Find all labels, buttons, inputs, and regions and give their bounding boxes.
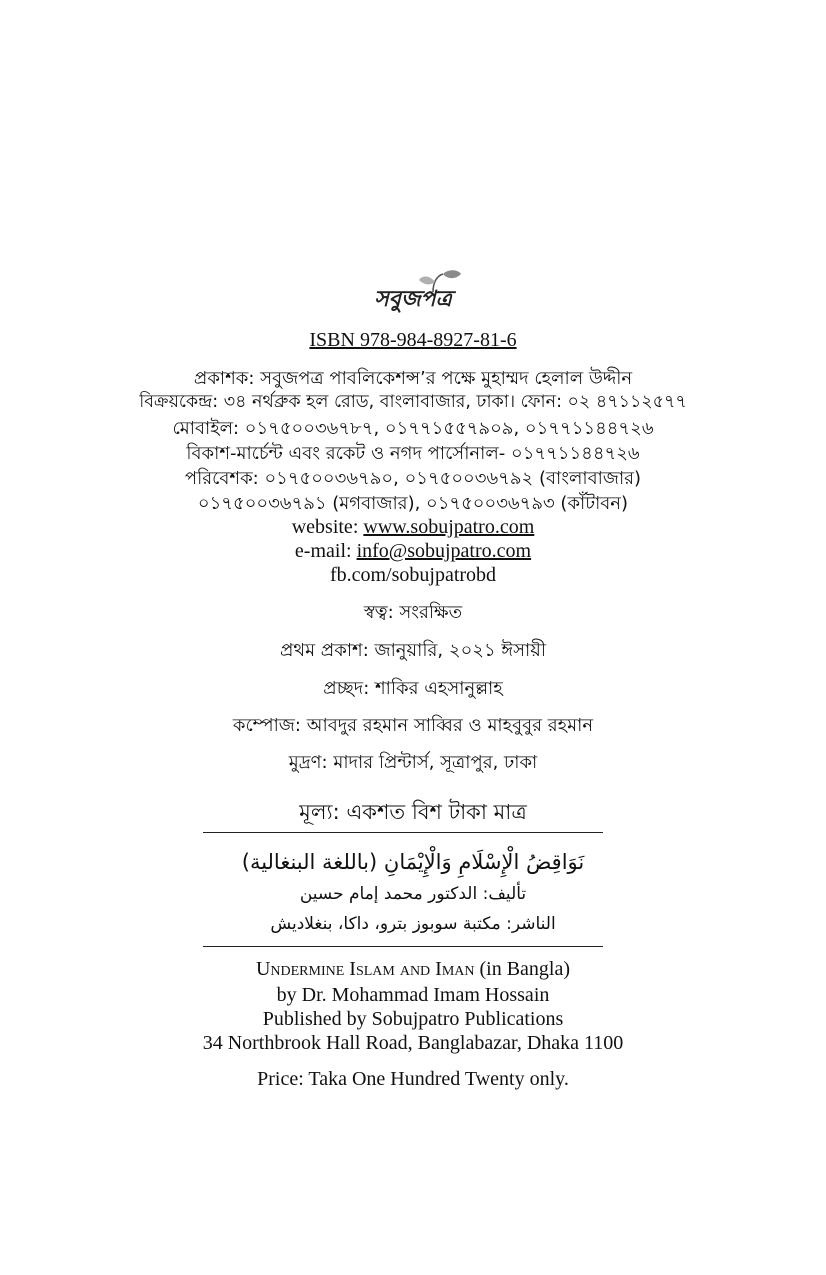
mobile-line: মোবাইল: ০১৭৫০০৩৬৭৮৭, ০১৭৭১৫৫৭৯০৯, ০১৭৭১১৪৪৭২৬ [172,418,654,439]
distributor-line-2: ০১৭৫০০৩৬৭৯১ (মগবাজার), ০১৭৫০০৩৬৭৯৩ (কাঁটাবন) [197,493,629,514]
copyright-line: স্বত্ব: সংরক্ষিত [363,602,463,623]
bkash-line: বিকাশ-মার্চেন্ট এবং রকেট ও নগদ পার্সোনাল- ০১৭৭১১৪৪৭২৬ [186,443,640,464]
printing-line: মুদ্রণ: মাদার প্রিন্টার্স, সূত্রাপুর, ঢাকা [288,752,538,773]
website-line [0,516,826,539]
arabic-author: تأليف: الدكتور محمد إمام حسين [299,884,527,904]
arabic-title: نَوَاقِضُ الْإِسْلَامِ وَالْإِيْمَانِ (باللغة البنغالية) [241,850,585,874]
email-link[interactable]: info@sobujpatro.com [356,540,532,562]
price-bengali: মূল্য: একশত বিশ টাকা মাত্র [299,800,527,824]
email-label: e-mail: [294,540,357,562]
sales-center-line: বিক্রয়কেন্দ্র: ৩৪ নর্থব্রুক হল রোড, বাংলাবাজার, ঢাকা। ফোন: ০২ ৪৭১১২৫৭৭ [139,392,687,412]
website-label: website: [291,516,364,538]
email-line [0,540,826,563]
english-title-line [0,958,826,981]
publisher-line: প্রকাশক: সবুজপত্র পাবলিকেশন্স’র পক্ষে মুহাম্মদ হেলাল উদ্দীন [193,368,633,389]
distributor-line: পরিবেশক: ০১৭৫০০৩৬৭৯০, ০১৭৫০০৩৬৭৯২ (বাংলাবাজার) [184,468,642,489]
english-price: Price: Taka One Hundred Twenty only. [257,1068,569,1090]
isbn: ISBN 978-984-8927-81-6 [309,329,517,351]
compose-line: কম্পোজ: আবদুর রহমান সাব্বির ও মাহবুবুর রহমান [232,715,594,736]
website-link[interactable]: www.sobujpatro.com [363,516,535,538]
logo-wordmark: সবুজপত্র [374,287,452,312]
divider-bottom [203,946,603,947]
divider-top [203,832,603,833]
english-title: Undermine Islam and Iman [255,958,475,980]
arabic-publisher: الناشر: مكتبة سوبوز بترو، داكا، بنغلاديش [270,914,556,934]
english-title-suffix: (in Bangla) [474,958,571,980]
english-publisher: Published by Sobujpatro Publications [262,1008,564,1030]
cover-line: প্রচ্ছদ: শাকির এহসানুল্লাহ [323,678,503,699]
english-address: 34 Northbrook Hall Road, Banglabazar, Dhaka 1100 [202,1032,624,1054]
facebook-line: fb.com/sobujpatrobd [329,564,497,586]
english-author: by Dr. Mohammad Imam Hossain [276,984,550,1006]
publisher-logo [363,268,463,314]
first-edition-line: প্রথম প্রকাশ: জানুয়ারি, ২০২১ ঈসায়ী [279,640,546,661]
